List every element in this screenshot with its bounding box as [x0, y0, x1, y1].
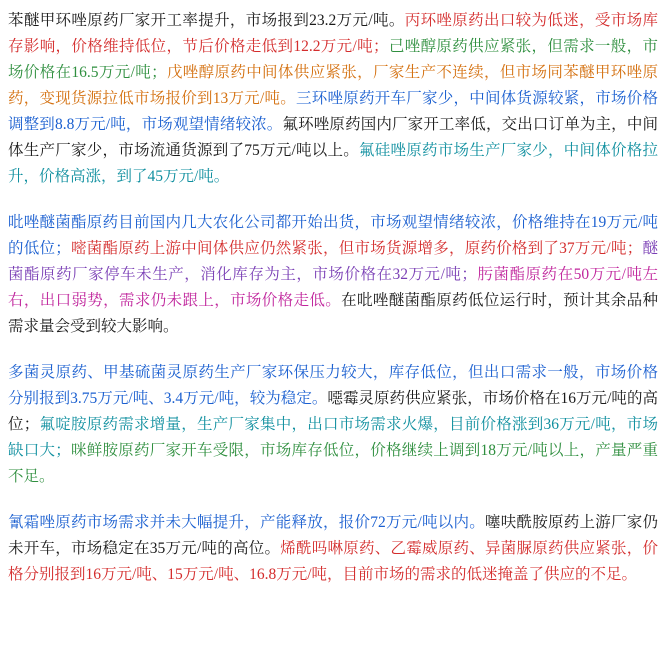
- text-segment: 噁霉灵原药供应紧张，市场价格在16万元/吨的高位；: [8, 390, 658, 433]
- text-segment: 己唑醇原药供应紧张，但需求一般，市场价格在16.5万元/吨；: [8, 38, 658, 81]
- text-segment: 氟硅唑原药市场生产厂家少，中间体价格拉升，价格高涨，到了45万元/吨。: [8, 142, 658, 185]
- text-segment: 三环唑原药开车厂家少，中间体货源较紧，市场价格调整到8.8万元/吨，市场观望情绪较浓。: [8, 90, 658, 133]
- text-segment: 苯醚甲环唑原药厂家开工率提升，市场报到23.2万元/吨。: [8, 12, 405, 29]
- text-segment: 丙环唑原药出口较为低迷，受市场库存影响，价格维持低位，节后价格走低到12.2万元/吨；: [8, 12, 658, 55]
- text-segment: 在吡唑醚菌酯原药低位运行时，预计其余品种需求量会受到较大影响。: [8, 292, 658, 335]
- text-segment: 咪鲜胺原药厂家开车受限，市场库存低位，价格继续上调到18万元/吨以上，产量严重不足。: [8, 442, 658, 485]
- paragraph: [8, 510, 658, 588]
- text-segment: 多菌灵原药、甲基硫菌灵原药生产厂家环保压力较大，库存低位，但出口需求一般，市场价格分别报到3.75万元/吨、3.4万元/吨，较为稳定。: [8, 364, 658, 407]
- paragraph: [8, 360, 658, 490]
- paragraph: [8, 210, 658, 340]
- text-segment: 噻呋酰胺原药上游厂家仍未开车，市场稳定在35万元/吨的高位。: [8, 514, 658, 557]
- text-segment: 氰霜唑原药市场需求并未大幅提升，产能释放，报价72万元/吨以内。: [8, 514, 485, 531]
- text-segment: 氟啶胺原药需求增量，生产厂家集中，出口市场需求火爆，目前价格涨到36万元/吨，市场缺口大；: [8, 416, 658, 459]
- text-segment: 氟环唑原药国内厂家开工率低，交出口订单为主，中间体生产厂家少，市场流通货源到了75万元/吨以上。: [8, 116, 658, 159]
- text-segment: 醚菌酯原药厂家停车未生产，消化库存为主，市场价格在32万元/吨；: [8, 240, 658, 283]
- text-segment: 烯酰吗啉原药、乙霉威原药、异菌脲原药供应紧张，价格分别报到16万元/吨、15万元/吨、16.8万元/吨，目前市场的需求的低迷掩盖了供应的不足。: [8, 540, 658, 583]
- text-segment: 吡唑醚菌酯原药目前国内几大农化公司都开始出货，市场观望情绪较浓，价格维持在19万元/吨的低位；: [8, 214, 658, 257]
- text-segment: 肟菌酯原药在50万元/吨左右，出口弱势，需求仍未跟上，市场价格走低。: [8, 266, 659, 309]
- paragraph: [8, 8, 658, 190]
- text-segment: 戊唑醇原药中间体供应紧张，厂家生产不连续，但市场同苯醚甲环唑原药，变现货源拉低市场报价到13万元/吨。: [8, 64, 658, 107]
- text-segment: 嘧菌酯原药上游中间体供应仍然紧张，但市场货源增多，原药价格到了37万元/吨；: [70, 240, 643, 257]
